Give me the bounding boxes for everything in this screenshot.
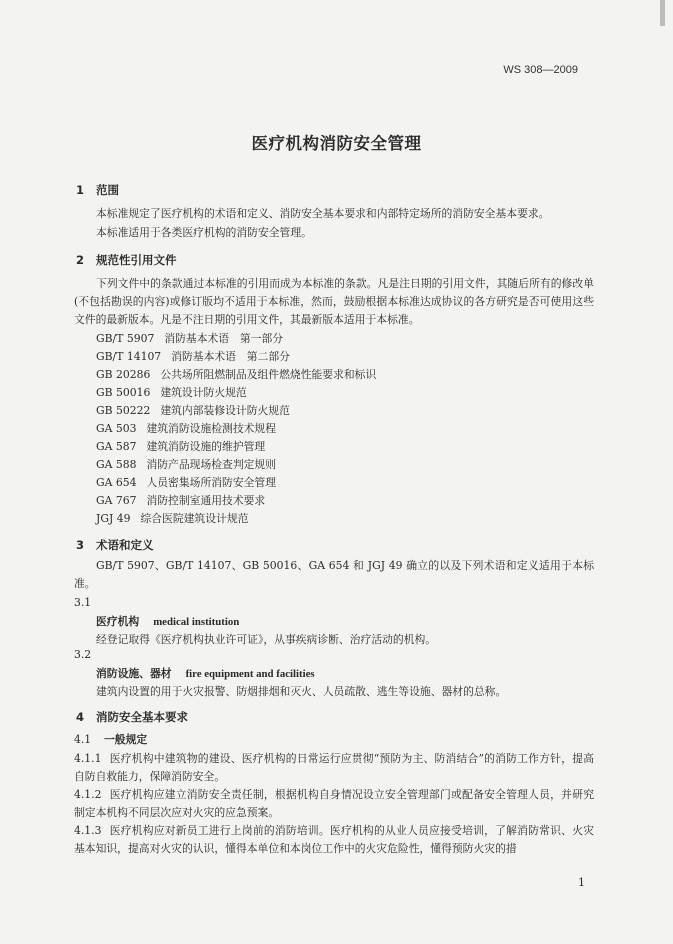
reference-code: GA 587: [96, 440, 137, 453]
reference-item: [96, 403, 290, 418]
section-title: 消防安全基本要求: [96, 710, 188, 724]
reference-item: [96, 475, 276, 490]
section-number: 1: [76, 183, 85, 197]
reference-item: [96, 331, 283, 346]
subsection-title: 一般规定: [104, 733, 148, 746]
clause-text: 医疗机构应对新员工进行上岗前的消防培训。医疗机构的从业人员应接受培训，了解消防常识、火灾基本知识，提高对火灾的认识，懂得本单位和本岗位工作中的火灾危险性，懂得预防火灾的措: [74, 824, 594, 855]
reference-name: 消防产品现场检查判定规则: [146, 458, 277, 471]
reference-name: 建筑消防设施检测技术规程: [146, 422, 277, 435]
section-2-heading: [76, 252, 177, 268]
clause-text: 医疗机构中建筑物的建设、医疗机构的日常运行应贯彻“预防为主、防消结合”的消防工作方针，提高自防自救能力，保障消防安全。: [74, 752, 594, 783]
paragraph: 下列文件中的条款通过本标准的引用而成为本标准的条款。凡是注日期的引用文件，其随后所有的修改单(不包括勘误的内容)或修订版均不适用于本标准，然而，鼓励根据本标准达成协议的各方研究是否可使用这些文件的最新版本。凡是不注日期的引用文件，其最新版本适用于本标准。: [74, 277, 594, 326]
term-definition: 经登记取得《医疗机构执业许可证》，从事疾病诊断、治疗活动的机构。: [96, 633, 437, 646]
section-1-heading: [76, 182, 119, 198]
reference-code: GB/T 5907: [96, 332, 155, 345]
reference-code: GA 588: [96, 458, 137, 471]
reference-name: 消防基本术语 第二部分: [171, 350, 290, 363]
reference-name: 消防基本术语 第一部分: [164, 332, 284, 345]
clause-number: 4.1.3: [74, 824, 102, 837]
reference-item: [96, 421, 276, 436]
reference-name: 建筑内部装修设计防火规范: [160, 404, 290, 417]
reference-name: 人员密集场所消防安全管理: [146, 476, 277, 489]
reference-code: JGJ 49: [96, 512, 131, 525]
subsection-heading: [74, 732, 147, 747]
document-number: WS 308—2009: [503, 64, 578, 76]
reference-item: [96, 511, 248, 526]
term-heading: [96, 666, 315, 681]
section-title: 规范性引用文件: [96, 253, 177, 267]
term-heading: [96, 614, 239, 629]
clause-number: 4.1.1: [74, 752, 102, 765]
reference-code: GB/T 14107: [96, 350, 162, 363]
reference-code: GB 20286: [96, 368, 151, 381]
term-number: 3.2: [74, 648, 92, 661]
section-number: 4: [76, 710, 85, 724]
reference-item: [96, 457, 276, 472]
clause-text: 医疗机构应建立消防安全责任制，根据机构自身情况设立安全管理部门或配备安全管理人员，并研究制定本机构不同层次应对火灾的应急预案。: [74, 788, 594, 819]
reference-item: [96, 349, 290, 364]
term-definition: 建筑内设置的用于火灾报警、防烟排烟和灭火、人员疏散、逃生等设施、器材的总称。: [96, 685, 507, 698]
reference-item: [96, 493, 265, 508]
reference-name: 建筑设计防火规范: [160, 386, 247, 399]
reference-name: 消防控制室通用技术要求: [146, 494, 266, 507]
clause: [74, 750, 594, 786]
clause: [74, 786, 594, 822]
reference-name: 综合医院建筑设计规范: [140, 512, 249, 525]
term-zh: 医疗机构: [96, 615, 140, 628]
reference-item: [96, 439, 265, 454]
section-title: 范围: [96, 183, 119, 197]
reference-item: [96, 385, 247, 400]
page-number: 1: [578, 876, 585, 889]
section-4-heading: [76, 709, 188, 725]
reference-item: [96, 367, 376, 382]
clause: [74, 822, 594, 858]
reference-code: GA 503: [96, 422, 137, 435]
reference-code: GA 767: [96, 494, 137, 507]
term-en: fire equipment and facilities: [185, 668, 315, 680]
paragraph: GB/T 5907、GB/T 14107、GB 50016、GA 654 和 JGJ 49 确立的以及下列术语和定义适用于本标准。: [74, 559, 594, 590]
reference-code: GB 50016: [96, 386, 151, 399]
subsection-number: 4.1: [74, 733, 92, 746]
paragraph: 本标准规定了医疗机构的术语和定义、消防安全基本要求和内部特定场所的消防安全基本要求。: [96, 207, 550, 220]
section-3-heading: [76, 537, 154, 553]
reference-code: GA 654: [96, 476, 137, 489]
term-en: medical institution: [153, 616, 240, 628]
section-number: 2: [76, 253, 85, 267]
clause-number: 4.1.2: [74, 788, 102, 801]
page-edge: [660, 0, 665, 26]
reference-code: GB 50222: [96, 404, 151, 417]
reference-name: 公共场所阻燃制品及组件燃烧性能要求和标识: [160, 368, 377, 381]
section-title: 术语和定义: [96, 538, 154, 552]
paragraph: 本标准适用于各类医疗机构的消防安全管理。: [96, 226, 312, 239]
section-number: 3: [76, 538, 85, 552]
term-zh: 消防设施、器材: [96, 667, 172, 680]
term-number: 3.1: [74, 596, 92, 609]
reference-name: 建筑消防设施的维护管理: [146, 440, 266, 453]
document-title: 医疗机构消防安全管理: [251, 134, 422, 153]
